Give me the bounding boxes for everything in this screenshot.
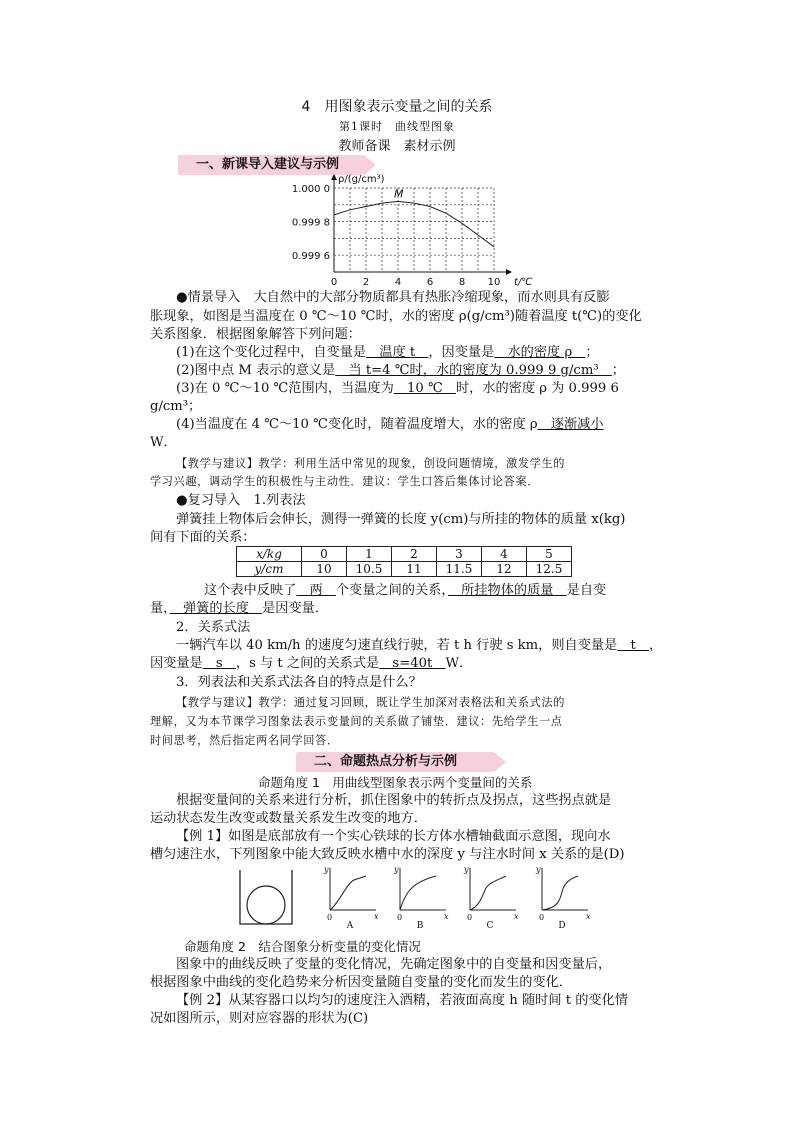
y-tick-label: 0.999 8 <box>291 217 330 229</box>
review-line-1: 弹簧挂上物体后会伸长，测得一弹簧的长度 y(cm)与所挂的物体的质量 x(kg) <box>176 512 626 527</box>
origin-label: 0 <box>397 913 403 922</box>
option-curve <box>330 876 366 910</box>
option-label: C <box>486 921 494 931</box>
angle-2-line-1: 图象中的曲线反映了变量的变化情况，先确定图象中的自变量和因变量后， <box>176 957 612 972</box>
y-axis-label: ρ/(g/cm³) <box>338 174 385 185</box>
question-3-line-2: g/cm³； <box>150 399 202 414</box>
point-m-label: M <box>394 187 404 201</box>
angle-2-line-2: 根据图象中曲线的变化趋势来分析因变量随自变量的变化而发生的变化． <box>150 975 572 990</box>
q2-end: ； <box>611 363 625 378</box>
q3-text: (3)在 0 ℃～10 ℃范围内，当温度为 <box>176 381 394 396</box>
teaching-tip-2-line-2: 理解，又为本节课学习图象法表示变量间的关系做了铺垫．建议：先给学生一点 <box>150 715 563 728</box>
table-cell: 4 <box>482 547 527 562</box>
table-cell: 10 <box>302 562 347 577</box>
y-axis-label: y <box>324 865 329 874</box>
x-tick-label: 8 <box>458 277 466 288</box>
question-4 <box>176 416 604 434</box>
angle-2-heading: 命题角度 2 结合图象分析变量的变化情况 <box>184 939 421 954</box>
angle-1-heading: 命题角度 1 用曲线型图象表示两个变量间的关系 <box>258 775 533 790</box>
option-curve <box>542 876 578 910</box>
x-axis-label: x <box>586 912 591 921</box>
table-cell: 11.5 <box>437 562 482 577</box>
table-cell: 5 <box>527 547 572 562</box>
table-cell: 2 <box>392 547 437 562</box>
table-cell: 1 <box>347 547 392 562</box>
banner-arrow-icon <box>494 752 506 772</box>
table-cell: 12 <box>482 562 527 577</box>
x-tick-label: 2 <box>362 277 370 288</box>
q1-answer-2: 水的密度 ρ <box>494 345 586 360</box>
t2-text: 量， <box>150 601 170 616</box>
teaching-tip-1-line-2: 学习兴趣，调动学生的积极性与主动性．建议：学生口答后集体讨论答案． <box>150 475 539 488</box>
table-cell: y/cm <box>237 562 302 577</box>
table-cell: 10.5 <box>347 562 392 577</box>
origin-label: 0 <box>327 913 333 922</box>
method-3-heading: 3．列表法和关系式法各自的特点是什么？ <box>176 675 422 690</box>
y-tick-label: 1.000 0 <box>291 184 330 195</box>
section-banner-1-label: 一、新课导入建议与示例 <box>196 157 340 172</box>
section-banner-2-label: 二、命题热点分析与示例 <box>314 754 458 769</box>
x-tick-label: 10 <box>487 277 501 288</box>
y-tick-label: 0.999 6 <box>291 251 330 263</box>
review-heading: ●复习导入 1.列表法 <box>176 493 306 508</box>
x-axis-label: x <box>374 912 379 921</box>
method-2-line-2 <box>150 655 472 673</box>
x-axis-label: x <box>514 912 519 921</box>
teaching-tip-1-line-1: 【教学与建议】教学：利用生活中常见的现象，创设问题情境，激发学生的 <box>176 457 565 470</box>
table-cell: x/kg <box>237 547 302 562</box>
q4-answer: 逐渐减小 <box>537 417 604 432</box>
angle-1-line-2: 运动状态发生改变或数量关系发生改变的地方． <box>150 811 427 826</box>
question-3 <box>176 380 619 398</box>
lesson-subtitle-2: 教师备课 素材示例 <box>338 139 456 154</box>
s2-answer-2: s <box>202 656 236 671</box>
table-reflection <box>204 582 606 600</box>
q3-end: 时，水的密度 ρ 为 0.999 6 <box>455 381 619 396</box>
option-graph-A <box>323 865 379 931</box>
s2-answer-1: t <box>617 638 649 653</box>
intro-line-1: ●情景导入 大自然中的大部分物质都具有热胀冷缩现象，而水则具有反膨 <box>176 290 610 305</box>
teaching-tip-2-line-1: 【教学与建议】教学：通过复习回顾，既让学生加深对表格法和关系式法的 <box>176 696 565 709</box>
intro-line-3: 关系图象．根据图象解答下列问题： <box>150 327 361 342</box>
iron-ball <box>247 886 285 924</box>
example-1-figures <box>230 864 600 934</box>
x-tick-label: 6 <box>426 277 434 288</box>
question-2 <box>176 362 625 380</box>
y-axis-label: y <box>536 865 541 874</box>
t2-end: 是因变量． <box>262 601 329 616</box>
s2-answer-3: s=40t <box>379 656 446 671</box>
question-4-line-2: W． <box>150 435 177 450</box>
q1-end: ； <box>585 345 599 360</box>
option-curve <box>400 876 436 910</box>
s2-text: 一辆汽车以 40 km/h 的速度匀速直线行驶，若 t h 行驶 s km，则自变量是 <box>176 638 618 653</box>
q3-answer: 10 ℃ <box>393 381 456 396</box>
water-tank-diagram <box>240 870 292 924</box>
s2-end: ， <box>649 638 663 653</box>
table-reflection-2 <box>150 600 328 618</box>
s2b-mid: ，s 与 t 之间的关系式是 <box>235 656 380 671</box>
x-axis-label: x <box>444 912 449 921</box>
x-axis-arrow-icon <box>506 269 512 275</box>
t1-mid: 个变量之间的关系， <box>335 583 448 598</box>
method-2-line-1 <box>176 637 662 655</box>
spring-table <box>236 546 572 577</box>
example-1-line-2: 槽匀速注水，下列图象中能大致反映水槽中水的深度 y 与注水时间 x 关系的是(D) <box>150 847 625 862</box>
y-axis-arrow-icon <box>331 174 337 180</box>
question-1 <box>176 344 599 362</box>
table-cell: 11 <box>392 562 437 577</box>
t1-text: 这个表中反映了 <box>204 583 297 598</box>
t1-answer-2: 所挂物体的质量 <box>447 583 567 598</box>
angle-1-line-1: 根据变量间的关系来进行分析，抓住图象中的转折点及拐点，这些拐点就是 <box>176 793 612 808</box>
review-line-2: 间有下面的关系： <box>150 530 256 545</box>
x-tick-label: 0 <box>330 277 338 288</box>
t1-end: 是自变 <box>566 583 607 598</box>
section-banner-2 <box>296 752 494 772</box>
x-tick-label: 4 <box>394 277 402 288</box>
t2-answer: 弹簧的长度 <box>169 601 263 616</box>
lesson-subtitle: 第1课时 曲线型图象 <box>339 120 455 133</box>
q2-answer: 当 t=4 ℃时，水的密度为 0.999 9 g/cm³ <box>335 363 612 378</box>
y-axis-label: y <box>394 865 399 874</box>
q1-text: (1)在这个变化过程中，自变量是 <box>176 345 367 360</box>
table-cell: 12.5 <box>527 562 572 577</box>
q2-text: (2)图中点 M 表示的意义是 <box>176 363 336 378</box>
option-label: A <box>346 921 354 931</box>
example-2-line-2: 况如图所示，则对应容器的形状为(C) <box>150 1011 369 1026</box>
x-axis-label: t/℃ <box>514 277 533 288</box>
method-2-heading: 2．关系式法 <box>176 620 251 635</box>
q1-mid: ，因变量是 <box>428 345 495 360</box>
s2b-text: 因变量是 <box>150 656 203 671</box>
q1-answer-1: 温度 t <box>366 345 429 360</box>
teaching-tip-2-line-3: 时间思考，然后指定两名同学回答． <box>150 734 339 747</box>
density-chart <box>284 172 544 288</box>
y-axis-label: y <box>464 865 469 874</box>
table-cell: 3 <box>437 547 482 562</box>
option-label: B <box>416 921 424 931</box>
origin-label: 0 <box>467 913 473 922</box>
example-1-line-1: 【例 1】如图是底部放有一个实心铁球的长方体水槽轴截面示意图，现向水 <box>176 829 611 844</box>
s2b-end: W． <box>445 656 473 671</box>
t1-answer-1: 两 <box>296 583 336 598</box>
option-graph-C <box>463 865 519 931</box>
example-2-line-1: 【例 2】从某容器口以均匀的速度注入酒精，若液面高度 h 随时间 t 的变化情 <box>176 993 628 1008</box>
option-graph-B <box>393 865 449 931</box>
option-label: D <box>558 921 566 931</box>
table-cell: 0 <box>302 547 347 562</box>
table-row <box>237 562 572 577</box>
table-row <box>237 547 572 562</box>
intro-line-2: 胀现象，如图是当温度在 0 ℃～10 ℃时，水的密度 ρ(g/cm³)随着温度 t(℃)的变化 <box>150 309 642 324</box>
lesson-title: 4 用图象表示变量之间的关系 <box>301 99 493 115</box>
q4-text: (4)当温度在 4 ℃～10 ℃变化时，随着温度增大，水的密度 ρ <box>176 417 538 432</box>
option-curve <box>470 876 506 910</box>
option-graph-D <box>535 865 591 931</box>
origin-label: 0 <box>539 913 545 922</box>
